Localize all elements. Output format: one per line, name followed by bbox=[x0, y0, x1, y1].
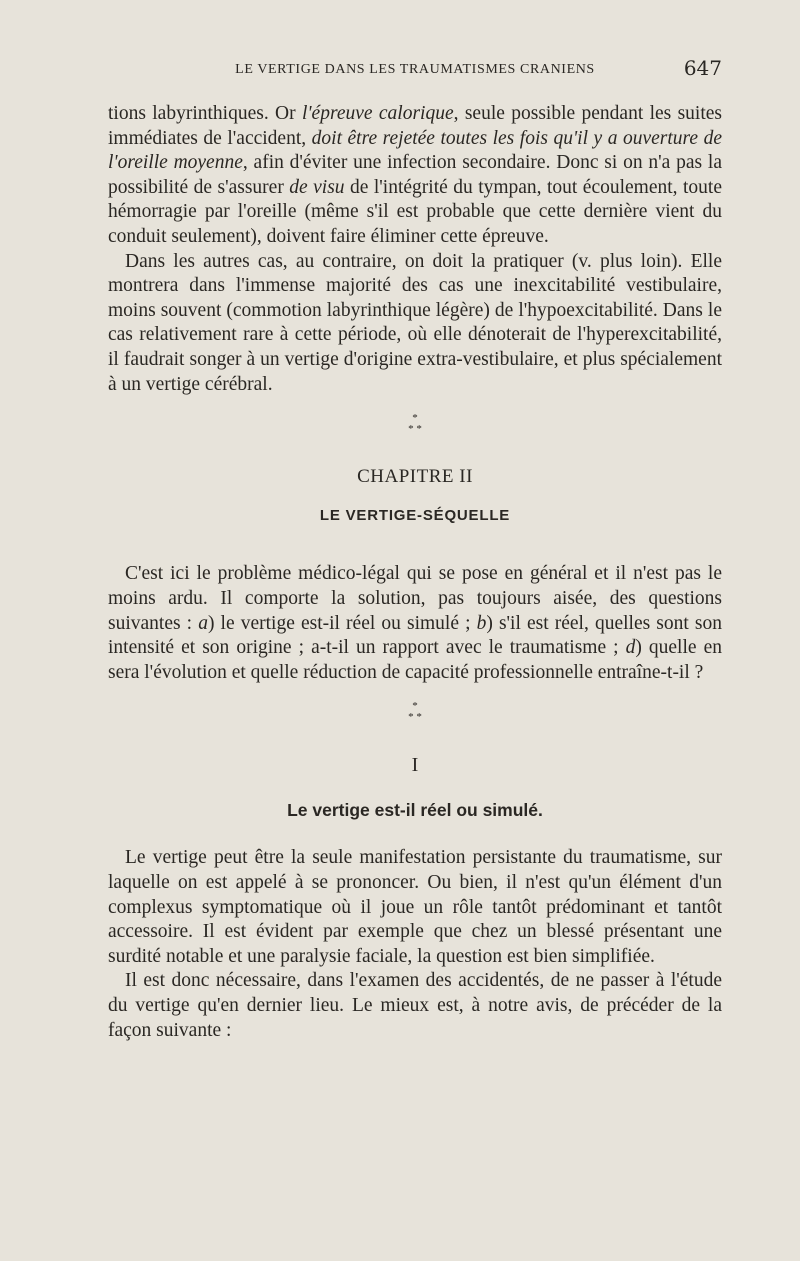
text-run: Il est donc nécessaire, dans l'examen des accidentés, de ne passer à l'étude du vertige qu'en dernier lieu. Le mieux est, à notre avis, de précéder de la façon suivante : bbox=[108, 970, 722, 1041]
asterism-top: * bbox=[412, 700, 418, 713]
italic-run: de visu bbox=[289, 176, 345, 198]
text-run: C'est ici le problème médico-légal qui se pose en général et il n'est pas le moins ardu. Il comporte la solution, pas toujours aisée, des questions suivantes : bbox=[108, 563, 722, 634]
paragraph-2 bbox=[108, 250, 722, 398]
text-run: ) quelle en sera l'évolution et quelle réduction de capacité professionnelle entraîne-t-il ? bbox=[108, 637, 722, 683]
italic-run: doit être rejetée toutes les fois qu'il y a ouverture de l'oreille moyenne bbox=[108, 127, 722, 174]
section-title: Le vertige est-il réel ou simulé. bbox=[287, 799, 543, 820]
text-run: tions labyrinthiques. Or bbox=[108, 103, 302, 124]
asterism-bottom: * * bbox=[408, 711, 422, 724]
text-run: Dans les autres cas, au contraire, on doit la pratiquer (v. plus loin). Elle montrera dans l'immense majorité des cas une inexcitabilité vestibulaire, moins souvent (commotion labyrinthique légère) de l'hypoexcitabilité. Dans le cas relativement rare à cette période, où elle dénoterait de l'hyperexcitabilité, il faudrait songer à un vertige d'origine extra-vestibulaire, et plus spécialement à un vertige cérébral. bbox=[108, 250, 722, 395]
paragraph-5 bbox=[108, 969, 722, 1043]
italic-run: a bbox=[198, 612, 208, 634]
italic-run: d bbox=[625, 637, 636, 659]
text-run: Le vertige peut être la seule manifestation persistante du traumatisme, sur laquelle on est appelé à se prononcer. Ou bien, il n'est qu'un élément d'un complexus symptomatique où il joue un rôle tantôt prédominant et tantôt accessoire. Il est évident par exemple que chez un blessé présentant une surdité notable et une paralysie faciale, la question est bien simplifiée. bbox=[108, 847, 722, 967]
page-number: 647 bbox=[683, 56, 722, 80]
italic-run: l'épreuve calorique bbox=[301, 103, 454, 124]
asterism-top: * bbox=[412, 412, 418, 425]
text-run: de l'intégrité du tympan, tout écoulement, toute hémorragie par l'oreille (même s'il est probable que cette dernière vient du conduit seulement), doivent faire éliminer cette épreuve. bbox=[108, 176, 722, 247]
text-run: ) s'il est réel, quelles sont son intensité et son origine ; a-t-il un rapport avec le traumatisme ; bbox=[108, 612, 722, 659]
asterism-bottom: * * bbox=[408, 423, 422, 436]
paragraph-3 bbox=[108, 562, 722, 685]
text-run: , seule possible pendant les suites immédiates de l'accident, bbox=[108, 103, 722, 149]
running-title: LE VERTIGE DANS LES TRAUMATISMES CRANIENS bbox=[235, 62, 595, 77]
paragraph-4 bbox=[108, 846, 722, 969]
body-text bbox=[108, 102, 722, 1043]
asterism-separator-2 bbox=[108, 701, 722, 731]
running-header bbox=[108, 56, 722, 80]
section-number: I bbox=[411, 754, 419, 777]
asterism-separator-1 bbox=[108, 413, 722, 443]
paragraph-1 bbox=[108, 102, 722, 250]
text-run: , afin d'éviter une infection secondaire. Donc si on n'a pas la possibilité de s'assurer bbox=[108, 152, 722, 198]
chapter-title: LE VERTIGE-SÉQUELLE bbox=[319, 506, 511, 524]
chapter-number: CHAPITRE II bbox=[357, 466, 473, 488]
italic-run: b bbox=[476, 612, 487, 634]
text-run: ) le vertige est-il réel ou simulé ; bbox=[207, 612, 477, 634]
